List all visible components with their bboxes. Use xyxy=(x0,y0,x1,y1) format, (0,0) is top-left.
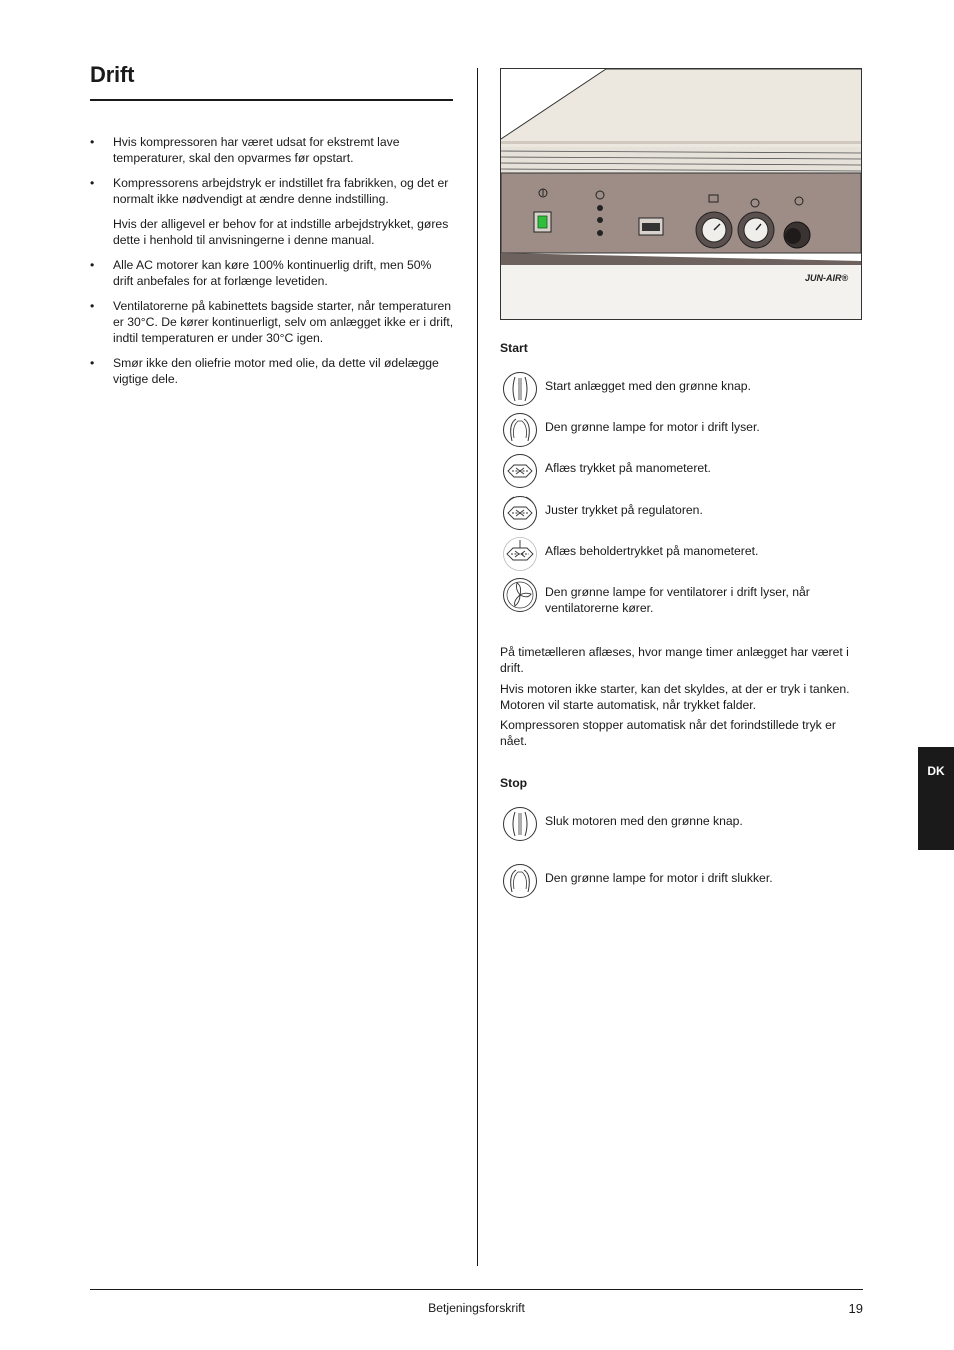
footer-label: Betjeningsforskrift xyxy=(428,1301,525,1315)
step-text: Sluk motoren med den grønne knap. xyxy=(545,814,743,828)
indicator-lamp xyxy=(597,230,603,236)
control-panel-illustration xyxy=(500,68,862,320)
bullet-marker: • xyxy=(90,258,95,272)
step-text: Den grønne lampe for motor i drift slukker. xyxy=(545,871,773,885)
bullet-item xyxy=(90,298,455,346)
stop-step xyxy=(500,803,862,843)
bullet-marker: • xyxy=(90,176,95,190)
stop-heading: Stop xyxy=(500,776,528,790)
regulator-knob-center xyxy=(785,228,801,244)
start-step xyxy=(500,533,862,573)
pressure-regulator-icon xyxy=(502,495,538,531)
motor-lamp-icon xyxy=(502,863,538,899)
bullet-item xyxy=(90,134,455,166)
fan-icon xyxy=(502,577,538,613)
power-switch-icon xyxy=(502,806,538,842)
step-text: Den grønne lampe for ventilatorer i drift lyser, når ventilatorerne kører. xyxy=(545,585,810,615)
start-step xyxy=(500,450,862,490)
step-text: Aflæs trykket på manometeret. xyxy=(545,461,711,475)
step-text: Start anlægget med den grønne knap. xyxy=(545,379,751,393)
start-step xyxy=(500,368,862,408)
bullet-marker: • xyxy=(90,299,95,313)
power-switch-icon xyxy=(502,371,538,407)
bullet-text: Hvis der alligevel er behov for at indstille arbejdstrykket, gøres dette i henhold til anvisningerne i denne manual. xyxy=(113,217,449,247)
bullet-item xyxy=(90,355,455,387)
page-title: Drift xyxy=(90,62,135,87)
bullet-list xyxy=(90,134,455,396)
bullet-text: Smør ikke den oliefrie motor med olie, da dette vil ødelægge vigtige dele. xyxy=(113,356,439,386)
start-heading: Start xyxy=(500,341,528,355)
green-switch-light xyxy=(538,216,547,228)
bullet-text: Kompressorens arbejdstryk er indstillet fra fabrikken, og det er normalt ikke nødvendigt at ændre denne indstilling. xyxy=(113,176,449,206)
indicator-lamp xyxy=(597,205,603,211)
brand-logo: JUN-AIR® xyxy=(805,273,849,283)
pressure-gauge-icon xyxy=(502,453,538,489)
indicator-lamp xyxy=(597,217,603,223)
body-paragraph: På timetælleren aflæses, hvor mange timer anlægget har været i drift. xyxy=(500,645,849,675)
footer-rule xyxy=(90,1289,863,1290)
control-panel-drawing xyxy=(501,69,861,319)
language-tab: DK xyxy=(918,747,954,850)
start-step xyxy=(500,574,862,614)
lid-trim xyxy=(501,141,861,144)
bullet-text: Alle AC motorer kan køre 100% kontinuerlig drift, men 50% drift anbefales for at forlænge levetiden. xyxy=(113,258,432,288)
column-divider xyxy=(477,68,478,1266)
bullet-text: Hvis kompressoren har været udsat for ekstremt lave temperaturer, skal den opvarmes før opstart. xyxy=(113,135,400,165)
body-paragraph: Kompressoren stopper automatisk når det forindstillede tryk er nået. xyxy=(500,718,836,748)
step-text: Aflæs beholdertrykket på manometeret. xyxy=(545,544,759,558)
bullet-item xyxy=(90,257,455,289)
step-text: Den grønne lampe for motor i drift lyser. xyxy=(545,420,760,434)
bullet-marker: • xyxy=(90,356,95,370)
motor-lamp-icon xyxy=(502,412,538,448)
hour-counter-display xyxy=(642,223,660,231)
bullet-marker: • xyxy=(90,135,95,149)
cabinet-lid xyxy=(501,69,861,147)
start-step xyxy=(500,492,862,532)
stop-step xyxy=(500,860,862,900)
bullet-item xyxy=(90,175,455,248)
body-paragraph: Hvis motoren ikke starter, kan det skyldes, at der er tryk i tanken. Motoren vil starte automatisk, når trykket falder. xyxy=(500,682,850,712)
step-text: Juster trykket på regulatoren. xyxy=(545,503,703,517)
title-rule xyxy=(90,99,453,101)
bullet-text: Ventilatorerne på kabinettets bagside starter, når temperaturen er 30°C. De kører kontinuerligt, selv om anlægget ikke er i drift, indtil temperaturen er under 30°C igen. xyxy=(113,299,454,345)
page-number: 19 xyxy=(848,1301,863,1316)
tank-gauge-icon xyxy=(502,536,538,572)
start-step xyxy=(500,409,862,449)
